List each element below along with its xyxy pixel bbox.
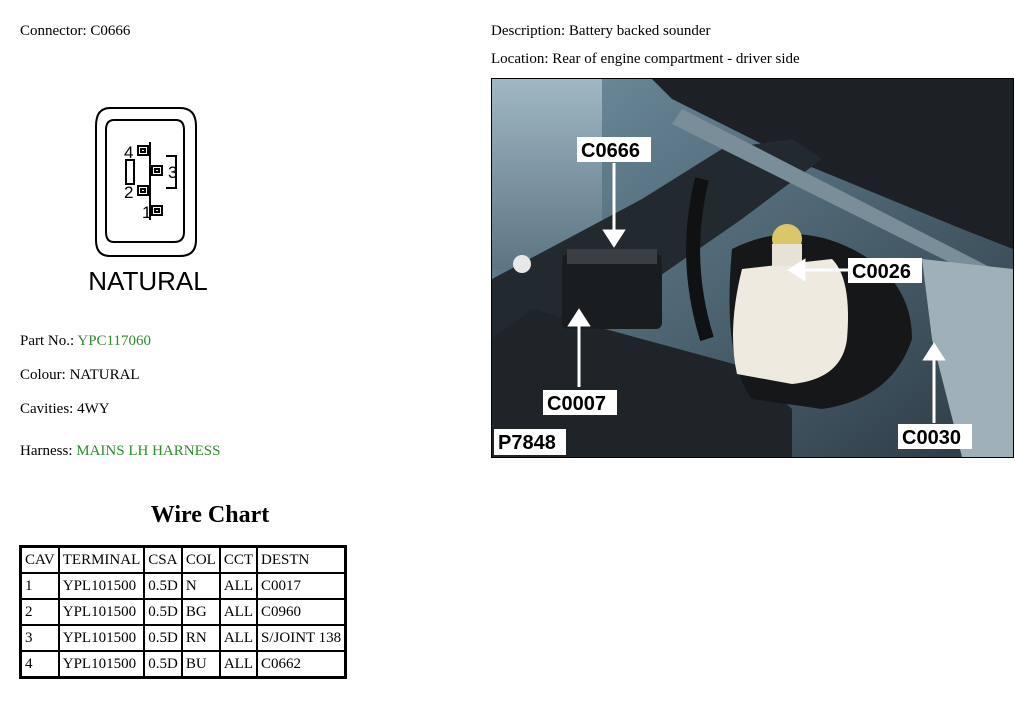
table-cell: YPL101500 — [59, 625, 145, 651]
pin-label-3: 3 — [168, 163, 178, 182]
callout-c0007: C0007 — [547, 393, 606, 415]
description-line — [491, 23, 711, 40]
harness-line — [20, 443, 220, 460]
column-header: CCT — [220, 547, 257, 574]
table-row — [21, 599, 346, 625]
pin-4-inner — [141, 149, 145, 152]
column-header: DESTN — [257, 547, 346, 574]
cavities-value: 4WY — [77, 401, 110, 417]
location-line — [491, 51, 800, 68]
pin-3-inner — [155, 169, 159, 172]
table-cell: 3 — [21, 625, 59, 651]
pin-1-inner — [155, 209, 159, 212]
location-value: Rear of engine compartment - driver side — [552, 51, 800, 67]
table-cell: C0017 — [257, 573, 346, 599]
wire-chart-title: Wire Chart — [150, 502, 270, 528]
part-number-label: Part No.: — [20, 333, 75, 349]
pin-4-cavity — [138, 146, 148, 155]
connector-value: C0666 — [90, 23, 131, 39]
table-cell: ALL — [220, 625, 257, 651]
column-header: CSA — [144, 547, 182, 574]
diagram-colour-text: NATURAL — [88, 266, 208, 296]
table-cell: BG — [182, 599, 220, 625]
cavities-line — [20, 401, 110, 418]
description-value: Battery backed sounder — [568, 23, 711, 39]
wire-chart-table — [19, 545, 347, 679]
connector-line — [20, 23, 130, 40]
colour-line — [20, 367, 140, 384]
harness-label: Harness: — [20, 443, 73, 459]
connector-label: Connector: — [20, 23, 87, 39]
table-cell: YPL101500 — [59, 599, 145, 625]
table-cell: YPL101500 — [59, 651, 145, 678]
pin-1-cavity — [152, 206, 162, 215]
table-row — [21, 625, 346, 651]
table-cell: ALL — [220, 651, 257, 678]
connector-face-diagram — [80, 100, 220, 300]
table-cell: N — [182, 573, 220, 599]
pin-label-2: 2 — [124, 183, 134, 202]
table-cell: 2 — [21, 599, 59, 625]
table-cell: C0960 — [257, 599, 346, 625]
table-cell: RN — [182, 625, 220, 651]
colour-value: NATURAL — [69, 367, 140, 383]
pin-label-4: 4 — [124, 143, 134, 162]
location-label: Location: — [491, 51, 549, 67]
pin-3-cavity — [152, 166, 162, 175]
table-cell: BU — [182, 651, 220, 678]
photo-id: P7848 — [498, 432, 556, 454]
pin-label-1: 1 — [142, 203, 152, 222]
callout-c0026: C0026 — [852, 261, 911, 283]
description-label: Description: — [491, 23, 566, 39]
part-number-link[interactable]: YPC117060 — [77, 333, 151, 349]
location-photo-illustration — [492, 79, 1013, 457]
sounder-top — [567, 249, 657, 264]
reservoir-neck — [772, 244, 802, 266]
part-number-line — [20, 333, 151, 350]
sounder-cap — [513, 255, 531, 273]
table-cell: 0.5D — [144, 599, 182, 625]
table-cell: 0.5D — [144, 625, 182, 651]
table-cell: ALL — [220, 599, 257, 625]
callout-c0030: C0030 — [902, 427, 961, 449]
pin-2-inner — [141, 189, 145, 192]
reservoir — [733, 259, 848, 384]
table-row — [21, 573, 346, 599]
connector-outer-outline — [96, 108, 196, 256]
colour-label: Colour: — [20, 367, 66, 383]
cavities-label: Cavities: — [20, 401, 74, 417]
table-cell: 4 — [21, 651, 59, 678]
table-cell: 0.5D — [144, 573, 182, 599]
column-header: COL — [182, 547, 220, 574]
table-cell: 0.5D — [144, 651, 182, 678]
key-slot-left — [126, 160, 134, 184]
table-cell: S/JOINT 138 — [257, 625, 346, 651]
location-photo — [491, 78, 1014, 458]
table-cell: C0662 — [257, 651, 346, 678]
table-header-row — [21, 547, 346, 574]
column-header: TERMINAL — [59, 547, 145, 574]
column-header: CAV — [21, 547, 59, 574]
pin-2-cavity — [138, 186, 148, 195]
table-cell: ALL — [220, 573, 257, 599]
table-row — [21, 651, 346, 678]
table-cell: 1 — [21, 573, 59, 599]
table-cell: YPL101500 — [59, 573, 145, 599]
harness-link[interactable]: MAINS LH HARNESS — [76, 443, 221, 459]
callout-c0666: C0666 — [581, 140, 640, 162]
